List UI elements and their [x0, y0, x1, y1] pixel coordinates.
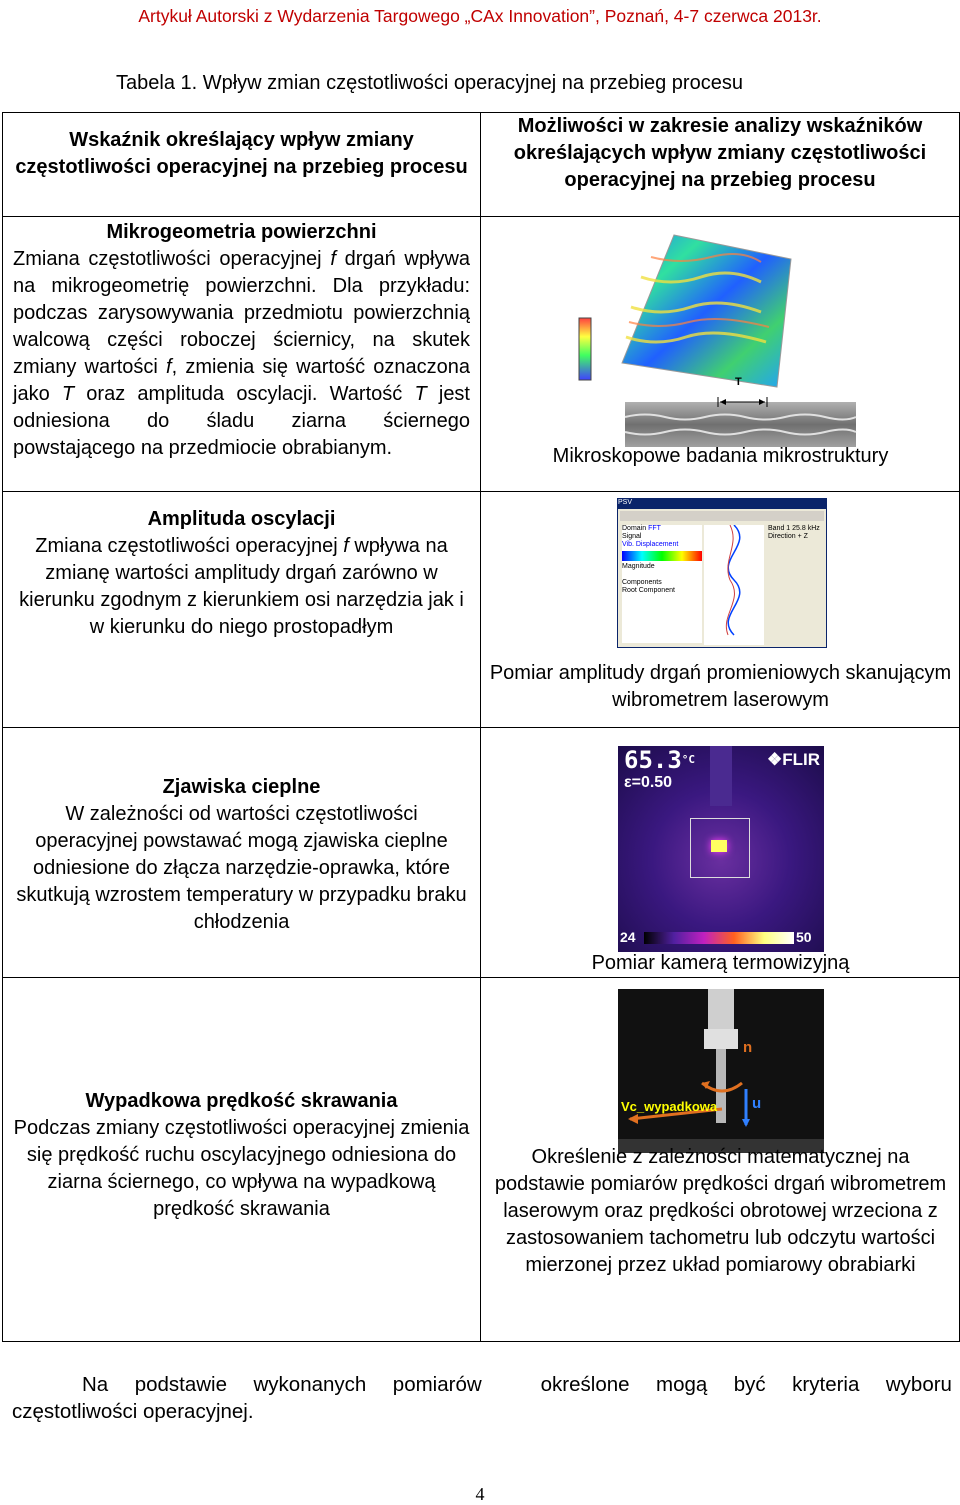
row-title: Amplituda oscylacji [147, 508, 336, 530]
page-header: Artykuł Autorski z Wydarzenia Targowego „CAx Innovation”, Poznań, 4-7 czerwca 2013r. [138, 6, 822, 26]
col-header-left: Wskaźnik określający wpływ zmiany częstotliwości operacyjnej na przebieg procesu [3, 113, 481, 217]
rotation-label-n: n [743, 1039, 753, 1056]
main-table [2, 112, 960, 1342]
row-amplitude-right [481, 492, 960, 728]
vibrometer-software-screenshot: PSV Domain FFT Signal Vib. Displacement Magnitude Components Root Component Band 1 25.8 kHz Direction + Z [617, 498, 827, 648]
row-text: W zależności od wartości częstotliwości operacyjnej powstawać mogą zjawiska cieplne odniesione do złącza narzędzie-oprawka, które skutkują wzrostem temperatury w przypadku braku chłodzenia [16, 803, 467, 933]
col-header-right: Możliwości w zakresie analizy wskaźników określających wpływ zmiany częstotliwości operacyjnej na przebieg procesu [481, 113, 960, 217]
row-microgeometry-right [481, 217, 960, 492]
row-cutting-speed-left [3, 978, 481, 1342]
row-thermal-right [481, 728, 960, 978]
cutting-tool-photo [618, 989, 824, 1153]
row-text: Zmiana częstotliwości operacyjnej f drgań wpływa na mikrogeometrię powierzchni. Dla przykładu: podczas zarysowywania przedmiotu powierzchnią walcową części roboczej ściernicy, na skutek zmiany wartości f, zmienia się wartość oznaczona jako T oraz amplituda oscylacji. Wartość T jest odniesiona do śladu ziarna ściernego powstającego na przedmiocie obrabianym. [13, 248, 471, 459]
row-caption: Pomiar kamerą termowizyjną [591, 952, 850, 974]
table-caption: Tabela 1. Wpływ zmian częstotliwości operacyjnej na przebieg procesu [116, 72, 743, 94]
thermal-camera-image: $65.3^{^\circ C}$ ε=0.50 ❖FLIR 24 50 [618, 746, 824, 952]
row-thermal-left [3, 728, 481, 978]
row-text: Zmiana częstotliwości operacyjnej f wpływa na zmianę wartości amplitudy drgań zarówno w kierunku zgodnym z kierunkiem osi narzędzia jak i w kierunku do niego prostopadłym [19, 535, 464, 638]
row-title: Zjawiska cieplne [162, 776, 321, 798]
row-text: Podczas zmiany częstotliwości operacyjnej zmienia się prędkość ruchu oscylacyjnego odniesiona do ziarna ściernego, co wpływa na wypadkową prędkość skrawania [13, 1117, 470, 1220]
resultant-speed-label: Vc_wypadkowa [621, 1099, 718, 1114]
row-title: Wypadkowa prędkość skrawania [85, 1090, 398, 1112]
row-title: Mikrogeometria powierzchni [106, 221, 377, 243]
page-number: 4 [475, 1484, 485, 1504]
row-microgeometry-left [3, 217, 481, 492]
row-cutting-speed-right [481, 978, 960, 1342]
row-caption: Pomiar amplitudy drgań promieniowych skanującym wibrometrem laserowym [489, 662, 952, 711]
period-label-t: T [735, 376, 742, 388]
row-caption: Określenie z zależności matematycznej na podstawie pomiarów prędkości drgań wibrometrem laserowym oraz prędkości obrotowej wrzeciona z zastosowaniem tachometru lub odczytu wartości mierzonej przez układ pomiarowy obrabiarki [494, 1146, 947, 1276]
oscillation-label-u: u [752, 1095, 762, 1112]
footer-paragraph: Na podstawie wykonanych pomiarów określone mogą być kryteria wyboru częstotliwości operacyjnej. [12, 1373, 952, 1423]
row-caption: Mikroskopowe badania mikrostruktury [552, 445, 889, 467]
row-amplitude-left [3, 492, 481, 728]
